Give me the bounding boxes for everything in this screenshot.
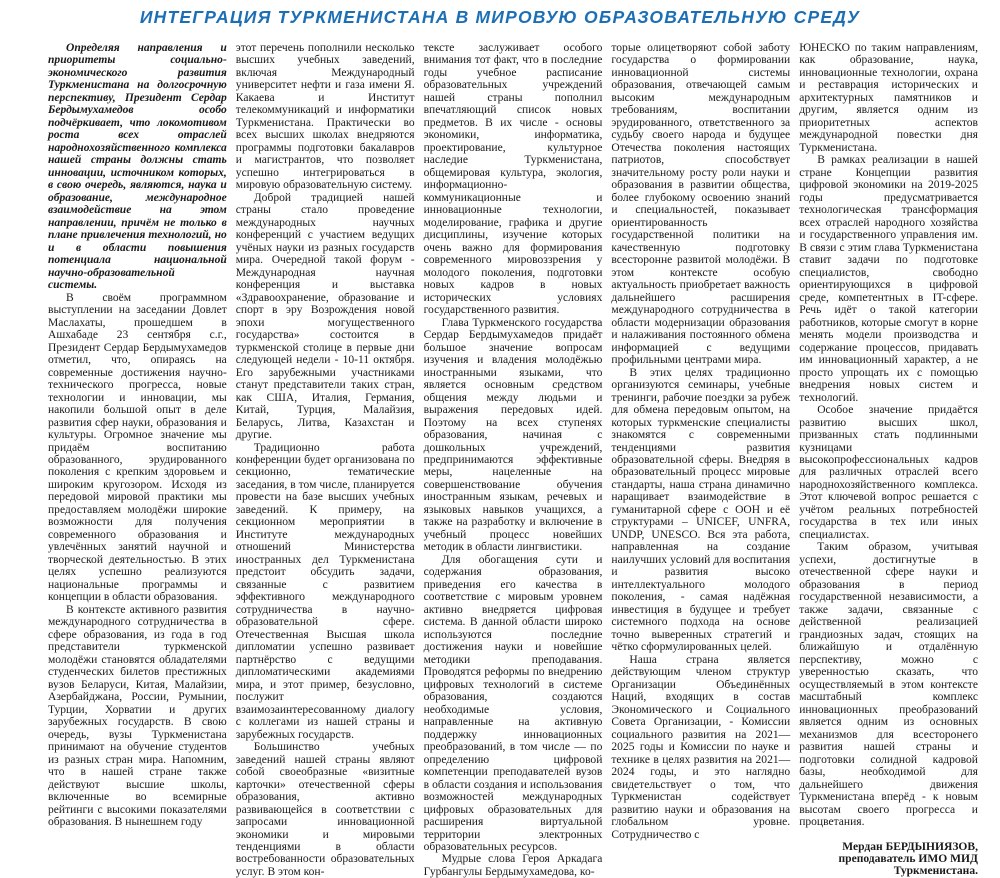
lead-paragraph: Определяя направления и приоритеты социально-экономического развития Туркменистана на долгосрочную перспективу, Президент Сердар Бердымухамедов особо подчёркивает, что локомотивом роста всех отраслей народнохозяйственного комплекса нашей страны должны стать инновации, источником которых, в свою очередь, являются, наука и образование, международное взаимодействие на этом направлении, причём не только в плане привлечения технологий, но и в области повышения потенциала национальной научно-образовательной системы. xyxy=(48,42,227,292)
paragraph: В своём программном выступлении на заседании Довлет Маслахаты, прошедшем в Ашхабаде 23 сентября с.г., Президент Сердар Бердымухамедов отметил, что, опираясь на современные достижения научно-технического прогресса, новые технологии и инновации, мы накопили большой опыт в деле развития сфер науки, образования и культуры. Огромное значение мы придаём воспитанию образованного, эрудированного поколения с крепким здоровьем и широким кругозором. Исходя из передовой мировой практики мы предоставляем молодёжи широкие возможности для получения современного образования и увлечённых занятий научной и творческой деятельностью. В этих целях успешно реализуются национальные программы и концепции в области образования. xyxy=(48,291,227,604)
column-4 xyxy=(611,42,791,841)
paragraph: Таким образом, учитывая успехи, достигнутые в отечественной сфере науки и образования в период государственной независимости, а также задачи, связанные с действенной реализацией грандиозных задач, стоящих на ближайшую и отдалённую перспективу, можно с уверенностью сказать, что осуществляемый в этом контексте масштабный комплекс инновационных преобразований является одним из основных механизмов для всесторонего развития нашей страны и подготовки солидной кадровой базы, необходимой для дальнейшего движения Туркменистана вперёд - к новым высотам своего прогресса и процветания. xyxy=(799,541,978,829)
column-5 xyxy=(799,42,978,878)
author-name: Мердан БЕРДЫНИЯЗОВ, xyxy=(842,840,978,853)
paragraph: Глава Туркменского государства Сердар Бердымухамедов придаёт большое значение вопросам изучения и владения молодёжью иностранными языками, что является основным средством общения между людьми и выражения передовых идей. Поэтому на всех ступенях образования, начиная с дошкольных учреждений, предпринимаются эффективные меры, нацеленные на совершенствование обучения иностранным языкам, речевых и языковых навыков учащихся, а также на разработку и включение в учебный процесс новейших методик в области лингвистики. xyxy=(423,316,603,554)
paragraph: тексте заслуживает особого внимания тот факт, что в последние годы учебное расписание образовательных учреждений нашей страны пополнил впечатляющий список новых предметов. В их числе - основы экономики, информатика, проектирование, культурное наследие Туркменистана, общемировая культура, экология, информационно-коммуникационные и инновационные технологии, моделирование, графика и другие дисциплины, изучение которых очень важно для формирования современного мировоззрения у молодого поколения, подготовки новых кадров в новых исторических условиях государственного развития. xyxy=(423,42,603,317)
paragraph: Традиционно работа конференции будет организована по секционно, тематические заседания, в том числе, планируется провести на базе высших учебных заведений. К примеру, на секционном мероприятии в Институте международных отношений Министерства иностранных дел Туркменистана предстоит обсудить задачи, связанные с развитием эффективного международного сотрудничества в научно-образовательной сфере. Отечественная Высшая школа дипломатии успешно развивает партнёрство с ведущими дипломатическими академиями мира, и этот пример, безусловно, послужит взаимозаинтересованному диалогу с коллегами из нашей страны и зарубежных государств. xyxy=(235,441,415,741)
article-body xyxy=(48,42,978,878)
paragraph: Большинство учебных заведений нашей страны являют собой своеобразные «визитные карточки» отечественной сферы образования, активно развивающейся в соответствии с запросами инновационной экономики и мировыми тенденциями в области востребованности образовательных услуг. В этом кон- xyxy=(235,741,415,878)
paragraph: В рамках реализации в нашей стране Концепции развития цифровой экономики на 2019-2025 годы предусматривается технологическая трансформация всех отраслей народного хозяйства и государственного управления им. В связи с этим глава Туркменистана ставит задачи по подготовке специалистов, свободно ориентирующихся в цифровой среде, компетентных в IT-сфере. Речь идёт о такой категории работников, которые смогут в корне менять модели производства и содержание процессов, придавать им инновационный характер, а не просто упрощать их с помощью внедрения новых систем и технологий. xyxy=(799,154,978,404)
author-position: преподаватель ИМО МИД xyxy=(838,853,978,865)
paragraph: ЮНЕСКО по таким направлениям, как образование, наука, инновационные технологии, охрана и реставрация исторических и архитектурных памятников и другим, является одним из приоритетных аспектов международной повестки дня Туркменистана. xyxy=(799,42,978,154)
paragraph: Доброй традицией нашей страны стало проведение международных научных конференций с участием ведущих учёных науки из разных государств мира. Очередной такой форум - Международная научная конференция и выставка «Здравоохранение, образование и спорт в эру Возрождения новой эпохи могущественного государства» состоится в туркменской столице в первые дни следующей недели - 10-11 октября. Его зарубежными участниками станут представители таких стран, как США, Италия, Германия, Китай, Турция, Малайзия, Беларусь, Литва, Казахстан и другие. xyxy=(235,191,415,442)
column-2 xyxy=(235,42,415,878)
paragraph: Для обогащения сути и содержания образования, приведения его качества в соответствие с мировым уровнем активно внедряется цифровая система. В данной области широко используются последние достижения науки и новейшие методики преподавания. Проводятся реформы по внедрению цифровых технологий в системе образования, создаются необходимые условия, направленные на активную поддержку инновационных преобразований, в том числе — по определению цифровой компетенции преподавателей вузов в области создания и использования возможностей международных цифровых образовательных для расширения виртуальной территории электронных образовательных ресурсов. xyxy=(423,553,603,853)
paragraph: В этих целях традиционно организуются семинары, учебные тренинги, рабочие поездки за рубеж для обмена передовым опытом, на которых туркменские специалисты знакомятся с современными тенденциями развития образовательной сферы. Внедряя в образовательный процесс мировые стандарты, наша страна динамично наращивает взаимодействие в гуманитарной сфере с ООН и её структурами – UNICEF, UNFRA, UNDP, UNESCO. Вся эта работа, направленная на создание наилучших условий для воспитания и развития высоко интеллектуального молодого поколения, - самая надёжная инвестиция в будущее и требует системного подхода на основе точно выверенных стратегий и чётко сформулированных целей. xyxy=(611,366,791,654)
author-signature xyxy=(799,841,978,878)
paragraph: торые олицетворяют собой заботу государства о формировании инновационной системы образования, отвечающей самым высоким международным требованиям, воспитании эрудированного, ответственного за судьбу своего народа и будущее Отечества поколения настоящих патриотов, способствует значительному росту роли науки и образования в развитии общества, более глубокому освоению знаний и специальностей, показывает ориентированность государственной политики на качественную подготовку всесторонне развитой молодёжи. В этом контексте особую актуальность приобретает важность дальнейшего расширения международного сотрудничества в области модернизации образования и налаживания постоянного обмена информацией с ведущими профильными центрами мира. xyxy=(611,42,791,367)
paragraph: Мудрые слова Героя Аркадага Гурбангулы Бердымухамедова, ко- xyxy=(423,853,603,878)
author-organization: Туркменистана. xyxy=(893,865,978,878)
paragraph: Особое значение придаётся развитию высших школ, призванных стать подлинными кузницами высокопрофессиональных кадров для различных отраслей всего народнохозяйственного комплекса. Этот ключевой вопрос решается с учётом реальных потребностей государства в тех или иных специалистах. xyxy=(799,404,978,541)
column-1 xyxy=(48,42,227,829)
column-3 xyxy=(423,42,603,878)
paragraph: этот перечень пополнили несколько высших учебных заведений, включая Международный университет нефти и газа имени Я. Какаева и Институт телекоммуникаций и информатики Туркменистана. Практически во всех высших школах внедряются программы подготовки бакалавров и магистрантов, что позволяет успешно интегрироваться в мировую образовательную систему. xyxy=(235,42,415,192)
article-headline: ИНТЕГРАЦИЯ ТУРКМЕНИСТАНА В МИРОВУЮ ОБРАЗОВАТЕЛЬНУЮ СРЕДУ xyxy=(139,7,861,27)
paragraph: В контексте активного развития международного сотрудничества в сфере образования, из года в год представители туркменской молодёжи становятся обладателями студенческих билетов престижных вузов Беларуси, Китая, Малайзии, Азербайджана, России, Румынии, Турции, Хорватии и других зарубежных государств. В свою очередь, вузы Туркменистана принимают на обучение студентов из разных стран мира. Напомним, что в нашей стране также действуют высшие школы, включенные во всемирные рейтинги с высокими показателями образования. В нынешнем году xyxy=(48,603,227,829)
paragraph: Наша страна является действующим членом структур Организации Объединённых Наций, входящих в состав Экономического и Социального Совета Организации, - Комиссии социального развития на 2021—2025 годы и Комиссии по науке и технике в целях развития на 2021—2024 годы, и это наглядно свидетельствует о том, что Туркменистан содействует развитию науки и образования на глобальном уровне. Сотрудничество с xyxy=(611,653,791,841)
